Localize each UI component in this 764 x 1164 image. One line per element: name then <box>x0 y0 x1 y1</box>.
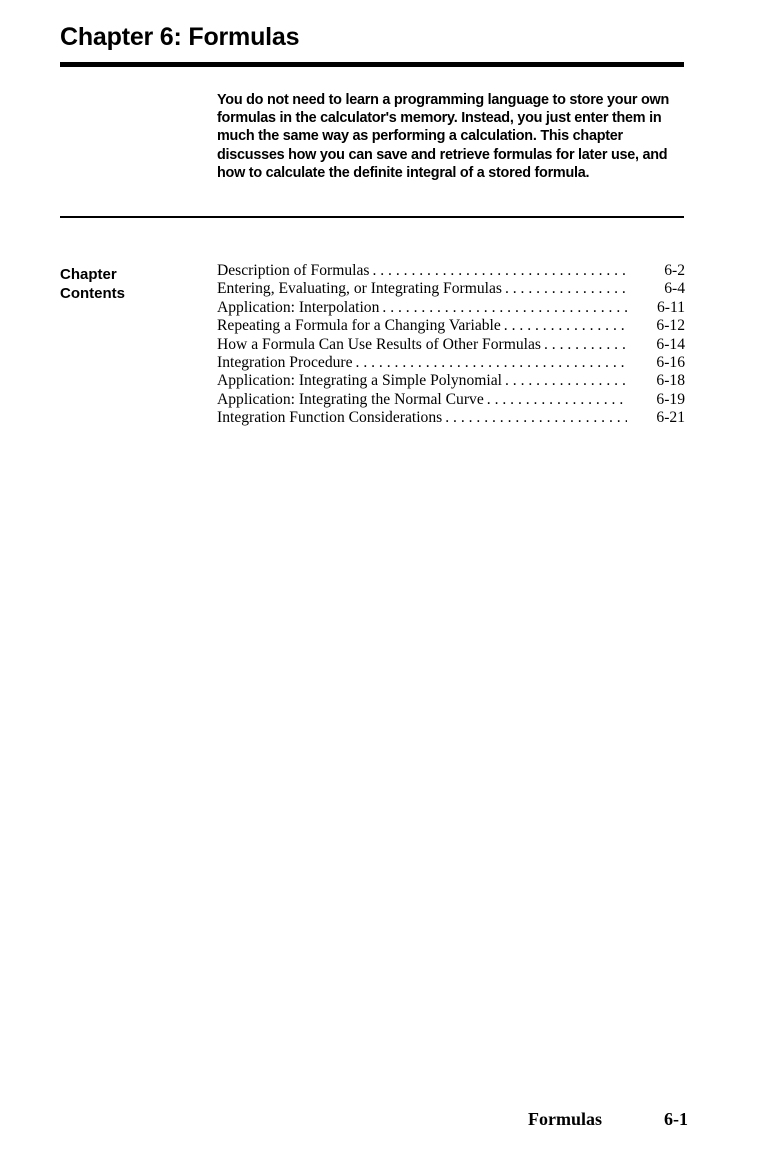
toc-entry[interactable] <box>217 299 685 317</box>
contents-label-line1: Chapter <box>60 266 117 283</box>
toc-entry-title: Application: Interpolation <box>217 298 380 316</box>
toc-entry[interactable] <box>217 317 685 335</box>
toc-entry[interactable] <box>217 336 685 354</box>
toc-leader-dots <box>505 280 627 298</box>
toc-entry-title: Integration Procedure <box>217 354 353 372</box>
toc-leader-dots <box>487 391 627 409</box>
toc-entry-title: Description of Formulas <box>217 262 370 279</box>
toc-entry[interactable] <box>217 372 685 390</box>
toc-entry-page: 6-14 <box>656 335 685 353</box>
toc-entry-page: 6-11 <box>656 298 685 316</box>
top-divider <box>60 62 684 67</box>
footer-page-number: 6-1 <box>664 1109 688 1129</box>
contents-label <box>60 266 125 303</box>
toc-entry-title: Application: Integrating a Simple Polynomial <box>217 372 502 390</box>
toc-entry[interactable] <box>217 391 685 409</box>
toc-entry-title: Application: Integrating the Normal Curve <box>217 390 484 408</box>
intro-paragraph: You do not need to learn a programming language to store your own formulas in the calculator's memory. Instead, you just enter them in much the same way as performing a calculation. This chapter discusses how you can save and retrieve formulas for later use, and how to calculate the definite integral of a stored formula. <box>217 92 670 181</box>
section-divider <box>60 216 684 218</box>
toc-entry-title: Entering, Evaluating, or Integrating Formulas <box>217 280 502 298</box>
toc-entry-page: 6-19 <box>656 390 685 408</box>
toc-leader-dots <box>505 372 627 390</box>
toc-entry-title: Integration Function Considerations <box>217 409 443 427</box>
toc-entry-page: 6-2 <box>664 262 685 279</box>
toc-leader-dots <box>356 354 627 372</box>
page-footer <box>528 1108 688 1130</box>
toc-entry[interactable] <box>217 280 685 298</box>
toc-entry-page: 6-12 <box>656 317 685 335</box>
toc-entry[interactable] <box>217 262 685 280</box>
toc-entry-page: 6-16 <box>656 354 685 372</box>
toc-leader-dots <box>504 317 627 335</box>
toc-leader-dots <box>382 299 627 317</box>
toc-entry-title: How a Formula Can Use Results of Other Formulas <box>217 335 541 353</box>
toc-leader-dots <box>372 262 627 280</box>
toc-entry-title: Repeating a Formula for a Changing Variable <box>217 317 501 335</box>
toc-entry-page: 6-21 <box>656 409 685 427</box>
footer-section-name: Formulas <box>528 1109 602 1129</box>
table-of-contents <box>217 262 685 428</box>
toc-entry[interactable] <box>217 409 685 427</box>
toc-entry-page: 6-18 <box>656 372 685 390</box>
toc-leader-dots <box>544 336 627 354</box>
toc-leader-dots <box>445 409 627 427</box>
toc-entry-page: 6-4 <box>664 280 685 298</box>
page-title: Chapter 6: Formulas <box>60 23 300 51</box>
contents-label-line2: Contents <box>60 284 125 302</box>
toc-entry[interactable] <box>217 354 685 372</box>
